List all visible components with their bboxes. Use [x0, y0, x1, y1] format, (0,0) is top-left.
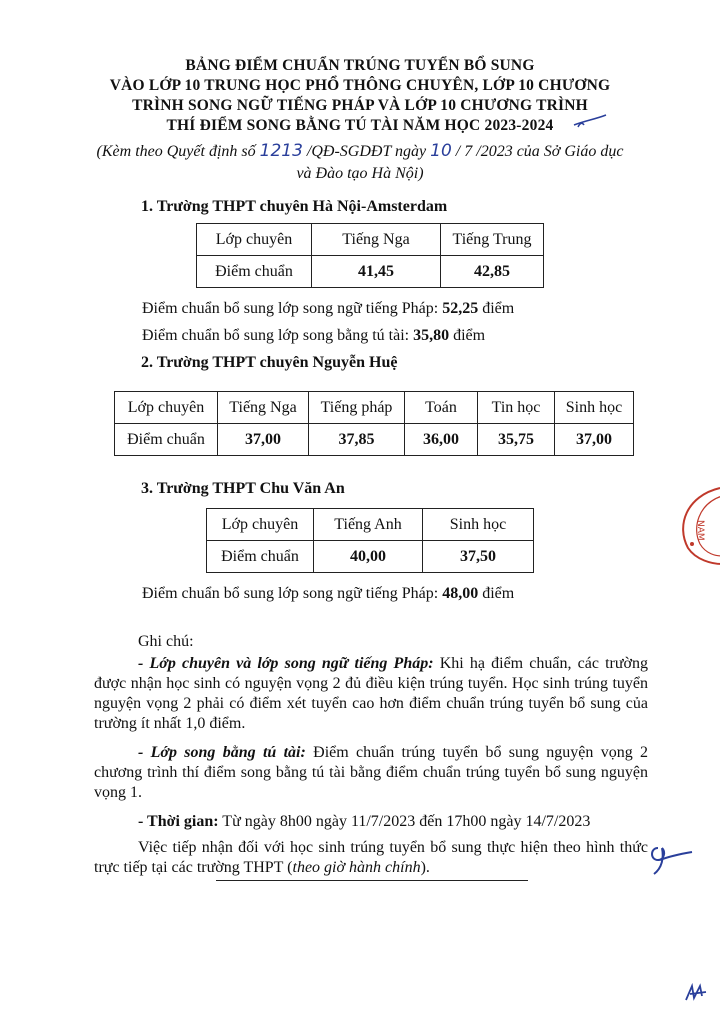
table-row — [115, 424, 634, 456]
subject-cell: Sinh học — [423, 509, 534, 541]
subject-cell: Tiếng Nga — [312, 224, 441, 256]
table-row — [197, 224, 544, 256]
bottom-divider — [216, 880, 528, 881]
subject-cell: Tiếng Trung — [441, 224, 544, 256]
subject-cell: Tin học — [478, 392, 555, 424]
document-subtitle — [60, 140, 660, 185]
row-label-cell: Lớp chuyên — [207, 509, 314, 541]
table-row — [197, 256, 544, 288]
school-3-extra-1 — [142, 585, 514, 603]
time-label: - Thời gian: — [138, 813, 219, 830]
row-label-cell: Lớp chuyên — [115, 392, 218, 424]
score-cell: 37,00 — [218, 424, 309, 456]
subject-cell: Sinh học — [555, 392, 634, 424]
note-2-text: Điểm chuẩn trúng tuyển bổ sung nguyện vọng 2 chương trình thí điểm song bằng tú tài bằng điểm chuẩn trúng tuyển bổ sung nguyện vọng 1. — [94, 744, 648, 801]
row-label-cell: Lớp chuyên — [197, 224, 312, 256]
subject-cell: Tiếng Nga — [218, 392, 309, 424]
score-cell: 35,75 — [478, 424, 555, 456]
score-cell: 37,00 — [555, 424, 634, 456]
note-2 — [94, 743, 648, 803]
title-line-3: TRÌNH SONG NGỮ TIẾNG PHÁP VÀ LỚP 10 CHƯƠNG TRÌNH — [132, 97, 588, 114]
subject-cell: Tiếng pháp — [309, 392, 405, 424]
table-row — [115, 392, 634, 424]
extra-label: Điểm chuẩn bổ sung lớp song ngữ tiếng Pháp: — [142, 585, 443, 602]
school-1-extra-2 — [142, 327, 485, 345]
document-title — [60, 56, 660, 136]
extra-label: Điểm chuẩn bổ sung lớp song bằng tú tài: — [142, 327, 414, 344]
time-text: Từ ngày 8h00 ngày 11/7/2023 đến 17h00 ngày 14/7/2023 — [218, 813, 591, 830]
extra-value: 52,25 — [442, 300, 479, 317]
school-1-heading: 1. Trường THPT chuyên Hà Nội-Amsterdam — [141, 198, 448, 215]
note-2-label: - Lớp song bằng tú tài: — [138, 744, 306, 761]
notes-title: Ghi chú: — [138, 633, 194, 650]
subject-cell: Toán — [405, 392, 478, 424]
extra-label: Điểm chuẩn bổ sung lớp song ngữ tiếng Pháp: — [142, 300, 443, 317]
note-1-text: Khi hạ điểm chuẩn, các trường được nhận học sinh có nguyện vọng 2 đủ điều kiện trúng tuyển. Học sinh trúng tuyển nguyện vọng 2 phải có điểm xét tuyển cao hơn điểm chuẩn trúng tuyển bổ sung của trường ít nhất 1,0 điểm. — [94, 655, 648, 732]
table-row — [207, 509, 534, 541]
score-cell: 37,85 — [309, 424, 405, 456]
row-label-cell: Điểm chuẩn — [115, 424, 218, 456]
notes-section — [94, 632, 648, 878]
note-1 — [94, 654, 648, 734]
stamp-text: NAM — [695, 520, 705, 541]
note-time — [94, 812, 648, 832]
subtitle-line2: và Đào tạo Hà Nội) — [296, 165, 424, 182]
title-line-1: BẢNG ĐIỂM CHUẨN TRÚNG TUYỂN BỔ SUNG — [185, 57, 535, 74]
subtitle-part1: (Kèm theo Quyết định số — [96, 143, 260, 160]
subtitle-part3: / 7 /2023 của Sở Giáo dục — [451, 143, 624, 160]
extra-unit: điểm — [449, 327, 486, 344]
table-row — [207, 541, 534, 573]
score-cell: 36,00 — [405, 424, 478, 456]
school-3-score-table — [206, 508, 534, 573]
score-cell: 42,85 — [441, 256, 544, 288]
extra-value: 35,80 — [413, 327, 450, 344]
extra-unit: điểm — [478, 300, 515, 317]
score-cell: 40,00 — [314, 541, 423, 573]
score-cell: 41,45 — [312, 256, 441, 288]
note-final — [94, 838, 648, 878]
extra-unit: điểm — [478, 585, 515, 602]
row-label-cell: Điểm chuẩn — [197, 256, 312, 288]
school-3-heading: 3. Trường THPT Chu Văn An — [141, 480, 345, 497]
title-line-2: VÀO LỚP 10 TRUNG HỌC PHỔ THÔNG CHUYÊN, LỚP 10 CHƯƠNG — [109, 77, 611, 94]
row-label-cell: Điểm chuẩn — [207, 541, 314, 573]
signature-initial-icon — [646, 838, 694, 878]
title-line-4: THÍ ĐIỂM SONG BẰNG TÚ TÀI NĂM HỌC 2023-2024 — [166, 117, 554, 134]
final-text: Việc tiếp nhận đối với học sinh trúng tuyển bổ sung thực hiện theo hình thức trực tiếp tại các trường THPT ( — [94, 839, 648, 876]
final-end: ). — [420, 859, 430, 876]
school-1-extra-1 — [142, 300, 514, 318]
official-stamp-icon — [668, 486, 720, 566]
subtitle-part2: /QĐ-SGDĐT ngày — [302, 143, 431, 160]
handwritten-mark — [572, 113, 608, 131]
decision-day: 10 — [430, 141, 452, 161]
corner-initial-icon — [684, 982, 710, 1004]
school-2-score-table — [114, 391, 634, 456]
extra-value: 48,00 — [442, 585, 479, 602]
subject-cell: Tiếng Anh — [314, 509, 423, 541]
final-italic: theo giờ hành chính — [292, 859, 421, 876]
note-1-label: - Lớp chuyên và lớp song ngữ tiếng Pháp: — [138, 655, 434, 672]
school-1-score-table — [196, 223, 544, 288]
school-2-heading: 2. Trường THPT chuyên Nguyễn Huệ — [141, 354, 398, 371]
score-cell: 37,50 — [423, 541, 534, 573]
decision-number: 1213 — [259, 141, 303, 161]
